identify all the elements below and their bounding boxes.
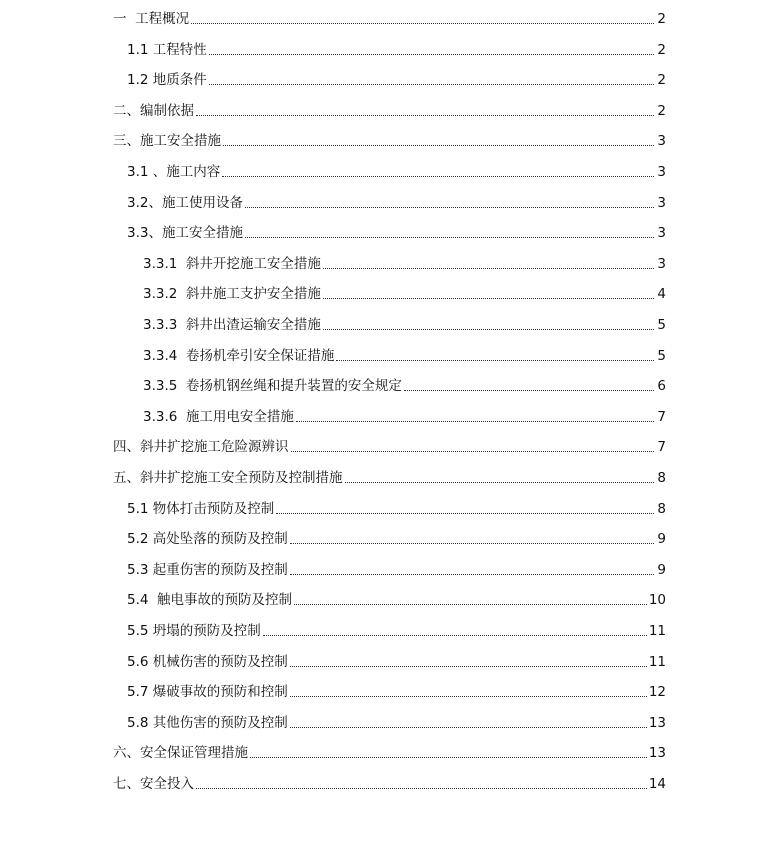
toc-entry[interactable] [0, 314, 774, 334]
dot-leader [209, 54, 654, 55]
dot-leader [245, 207, 654, 208]
toc-entry[interactable] [0, 192, 774, 212]
toc-entry-page-number: 4 [657, 286, 666, 303]
toc-entry-title: 一 工程概况 [113, 11, 190, 27]
toc-entry-title: 3.3.5 卷扬机钢丝绳和提升装置的安全规定 [143, 378, 402, 395]
toc-entry-page-number: 7 [657, 439, 666, 456]
toc-entry-title: 1.2 地质条件 [127, 72, 207, 89]
toc-entry-title: 四、斜井扩挖施工危险源辨识 [113, 439, 289, 456]
dot-leader [336, 360, 654, 361]
toc-entry-title: 3.3.2 斜井施工支护安全措施 [143, 286, 321, 303]
toc-entry-title: 3.3.3 斜井出渣运输安全措施 [143, 317, 321, 333]
dot-leader [250, 757, 647, 758]
toc-entry[interactable] [0, 345, 774, 365]
toc-entry[interactable] [0, 130, 774, 150]
toc-entry-page-number: 3 [657, 225, 666, 242]
toc-entry[interactable] [0, 620, 774, 640]
toc-entry-page-number: 7 [657, 408, 666, 425]
toc-entry[interactable] [0, 253, 774, 273]
toc-entry-title: 3.2、施工使用设备 [127, 194, 243, 211]
dot-leader [345, 482, 655, 483]
toc-entry[interactable] [0, 8, 774, 28]
toc-entry-page-number: 3 [657, 164, 666, 180]
toc-entry-page-number: 12 [648, 684, 666, 701]
dot-leader [404, 390, 654, 391]
toc-entry-title: 5.1 物体打击预防及控制 [127, 500, 275, 517]
toc-entry[interactable] [0, 283, 774, 303]
toc-entry-page-number: 6 [657, 378, 666, 395]
dot-leader [290, 727, 647, 728]
toc-entry-page-number: 8 [657, 500, 666, 517]
toc-entry[interactable] [0, 436, 774, 456]
toc-entry-title: 二、编制依据 [113, 102, 194, 119]
toc-entry-page-number: 2 [657, 102, 666, 119]
toc-entry[interactable] [0, 651, 774, 671]
toc-entry-title: 5.3 起重伤害的预防及控制 [127, 561, 288, 578]
toc-entry[interactable] [0, 222, 774, 242]
toc-entry[interactable] [0, 161, 774, 181]
toc-entry-page-number: 3 [657, 194, 666, 211]
toc-entry-title: 3.1 、施工内容 [127, 164, 221, 180]
toc-entry-title: 七、安全投入 [113, 776, 194, 792]
dot-leader [196, 115, 654, 116]
toc-entry-title: 1.1 工程特性 [127, 41, 207, 58]
toc-entry-title: 5.7 爆破事故的预防和控制 [127, 684, 288, 701]
toc-entry-title: 六、安全保证管理措施 [113, 745, 248, 762]
toc-entry-page-number: 3 [657, 133, 666, 150]
toc-entry-title: 3.3.4 卷扬机牵引安全保证措施 [143, 347, 335, 364]
toc-entry-page-number: 14 [648, 776, 666, 792]
toc-entry-title: 3.3.6 施工用电安全措施 [143, 408, 294, 425]
toc-entry[interactable] [0, 100, 774, 120]
toc-entry-title: 5.4 触电事故的预防及控制 [127, 592, 293, 609]
toc-entry[interactable] [0, 681, 774, 701]
toc-entry[interactable] [0, 773, 774, 793]
toc-entry-page-number: 10 [648, 592, 666, 609]
toc-entry-page-number: 11 [648, 623, 666, 639]
toc-entry-title: 5.6 机械伤害的预防及控制 [127, 653, 288, 670]
dot-leader [209, 84, 654, 85]
toc-entry-page-number: 3 [657, 255, 666, 272]
toc-entry[interactable] [0, 39, 774, 59]
toc-entry-title: 5.2 高处坠落的预防及控制 [127, 531, 288, 548]
toc-entry-title: 3.3、施工安全措施 [127, 225, 243, 242]
dot-leader [294, 604, 647, 605]
toc-entry-page-number: 5 [657, 347, 666, 364]
toc-entry[interactable] [0, 528, 774, 548]
toc-entry-page-number: 2 [657, 41, 666, 58]
dot-leader [245, 237, 654, 238]
toc-entry-title: 五、斜井扩挖施工安全预防及控制措施 [113, 470, 343, 486]
toc-entry-page-number: 13 [648, 714, 666, 731]
toc-entry[interactable] [0, 559, 774, 579]
toc-entry-title: 3.3.1 斜井开挖施工安全措施 [143, 255, 321, 272]
toc-entry[interactable] [0, 467, 774, 487]
toc-entry-page-number: 2 [657, 72, 666, 89]
toc-entry-page-number: 2 [657, 11, 666, 27]
toc-entry-title: 三、施工安全措施 [113, 133, 221, 150]
toc-entry[interactable] [0, 375, 774, 395]
toc-entry-page-number: 11 [648, 653, 666, 670]
dot-leader [263, 635, 647, 636]
toc-entry-page-number: 9 [657, 531, 666, 548]
toc-entry[interactable] [0, 69, 774, 89]
dot-leader [290, 543, 654, 544]
toc-entry-page-number: 9 [657, 561, 666, 578]
dot-leader [323, 268, 654, 269]
dot-leader [222, 176, 654, 177]
dot-leader [290, 696, 647, 697]
toc-entry-page-number: 13 [648, 745, 666, 762]
dot-leader [290, 666, 647, 667]
toc-entry-title: 5.8 其他伤害的预防及控制 [127, 714, 288, 731]
dot-leader [291, 451, 655, 452]
toc-entry[interactable] [0, 589, 774, 609]
dot-leader [196, 788, 647, 789]
dot-leader [323, 298, 654, 299]
toc-entry-page-number: 8 [657, 470, 666, 486]
toc-entry[interactable] [0, 406, 774, 426]
dot-leader [276, 513, 654, 514]
toc-entry-title: 5.5 坍塌的预防及控制 [127, 623, 261, 639]
toc-entry[interactable] [0, 742, 774, 762]
dot-leader [296, 421, 654, 422]
dot-leader [290, 574, 654, 575]
toc-entry[interactable] [0, 498, 774, 518]
dot-leader [323, 329, 654, 330]
dot-leader [191, 23, 654, 24]
toc-entry-page-number: 5 [657, 317, 666, 333]
toc-entry[interactable] [0, 712, 774, 732]
dot-leader [223, 145, 654, 146]
